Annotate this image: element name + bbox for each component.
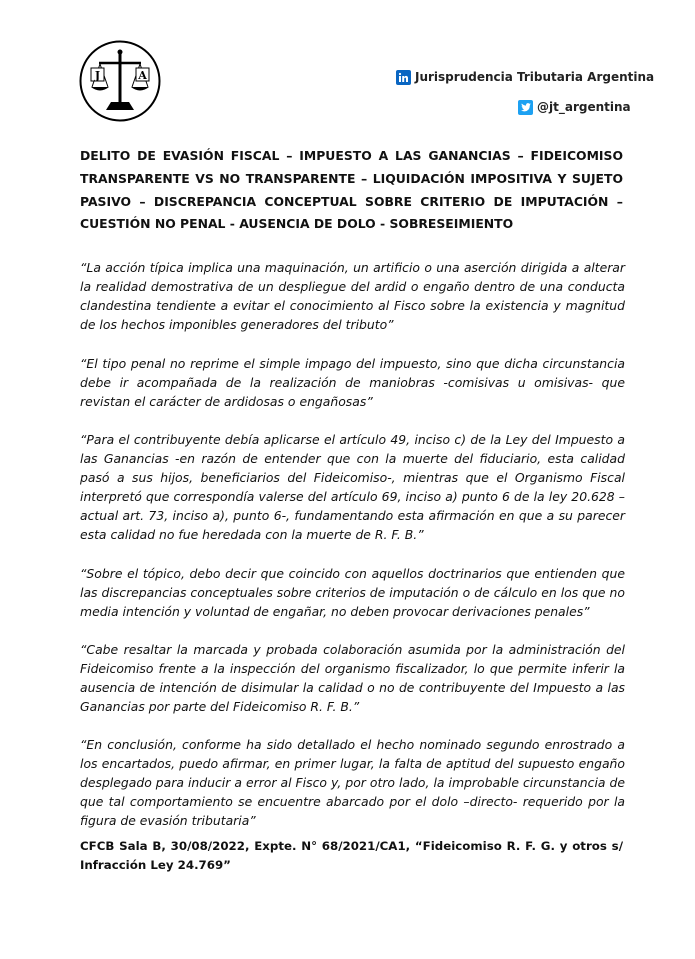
twitter-link[interactable] <box>518 98 636 116</box>
quote-paragraph-6: “En conclusión, conforme ha sido detallado el hecho nominado segundo enrostrado a los encartados, puedo afirmar, en primer lugar, la falta de aptitud del supuesto engaño desplegado para inducir a error al Fisco y, por otro lado, la improbable circunstancia de que tal comportamiento se encuentre abarcado por el dolo –directo- requerido por la figura de evasión tributaria” <box>80 737 625 828</box>
quote-paragraph-5: “Cabe resaltar la marcada y probada colaboración asumida por la administración del Fideicomiso frente a la inspección del organismo fiscalizador, lo que permite inferir la ausencia de intención de disimular la calidad o no de contribuyente del Impuesto a las Ganancias por parte del Fideicomiso R. F. B.” <box>80 642 625 714</box>
brand-links <box>396 68 655 128</box>
logo-letter-a: A <box>138 69 147 82</box>
logo-letter-j: J <box>94 69 101 82</box>
linkedin-link[interactable] <box>396 68 655 86</box>
twitter-label: @jt_argentina <box>537 100 631 114</box>
quote-paragraph-1: “La acción típica implica una maquinación, un artificio o una aserción dirigida a alterar la realidad demostrativa de un despliegue del ardid o engaño dentro de una conducta clandestina tendiente a evitar el conocimiento al Fisco sobre la existencia y magnitud de los hechos imponibles generadores del tributo” <box>80 260 625 332</box>
quote-paragraph-4: “Sobre el tópico, debo decir que coincido con aquellos doctrinarios que entienden que las discrepancias conceptuales sobre criterios de imputación o de cálculo en los que no media intención y voluntad de engañar, no deben provocar derivaciones penales” <box>80 566 625 619</box>
case-citation: CFCB Sala B, 30/08/2022, Expte. N° 68/2021/CA1, “Fideicomiso R. F. G. y otros s/ Infracción Ley 24.769” <box>80 839 623 872</box>
scales-of-justice-logo <box>79 40 161 122</box>
linkedin-label: Jurisprudencia Tributaria Argentina <box>415 70 655 84</box>
quote-paragraph-3: “Para el contribuyente debía aplicarse el artículo 49, inciso c) de la Ley del Impuesto a las Ganancias -en razón de entender que con la muerte del fiduciario, esta calidad pasó a sus hijos, beneficiarios del Fideicomiso-, mientras que el Organismo Fiscal interpretó que correspondía valerse del artículo 69, inciso a) punto 6 de la ley 20.628 –actual art. 73, inciso a), punto 6-, fundamentando esta afirmación en que a su parecer esta calidad no fue heredada con la muerte de R. F. B.” <box>80 432 625 542</box>
twitter-bird-icon <box>518 100 533 115</box>
linkedin-icon <box>396 70 411 85</box>
quote-paragraph-2: “El tipo penal no reprime el simple impago del impuesto, sino que dicha circunstancia debe ir acompañada de la realización de maniobras -comisivas u omisivas- que revistan el carácter de ardidosas o engañosas” <box>80 356 625 409</box>
document-title: DELITO DE EVASIÓN FISCAL – IMPUESTO A LAS GANANCIAS – FIDEICOMISO TRANSPARENTE VS NO TRANSPARENTE – LIQUIDACIÓN IMPOSITIVA Y SUJETO PASIVO – DISCREPANCIA CONCEPTUAL SOBRE CRITERIO DE IMPUTACIÓN – CUESTIÓN NO PENAL - AUSENCIA DE DOLO - SOBRESEIMIENTO <box>80 148 623 232</box>
